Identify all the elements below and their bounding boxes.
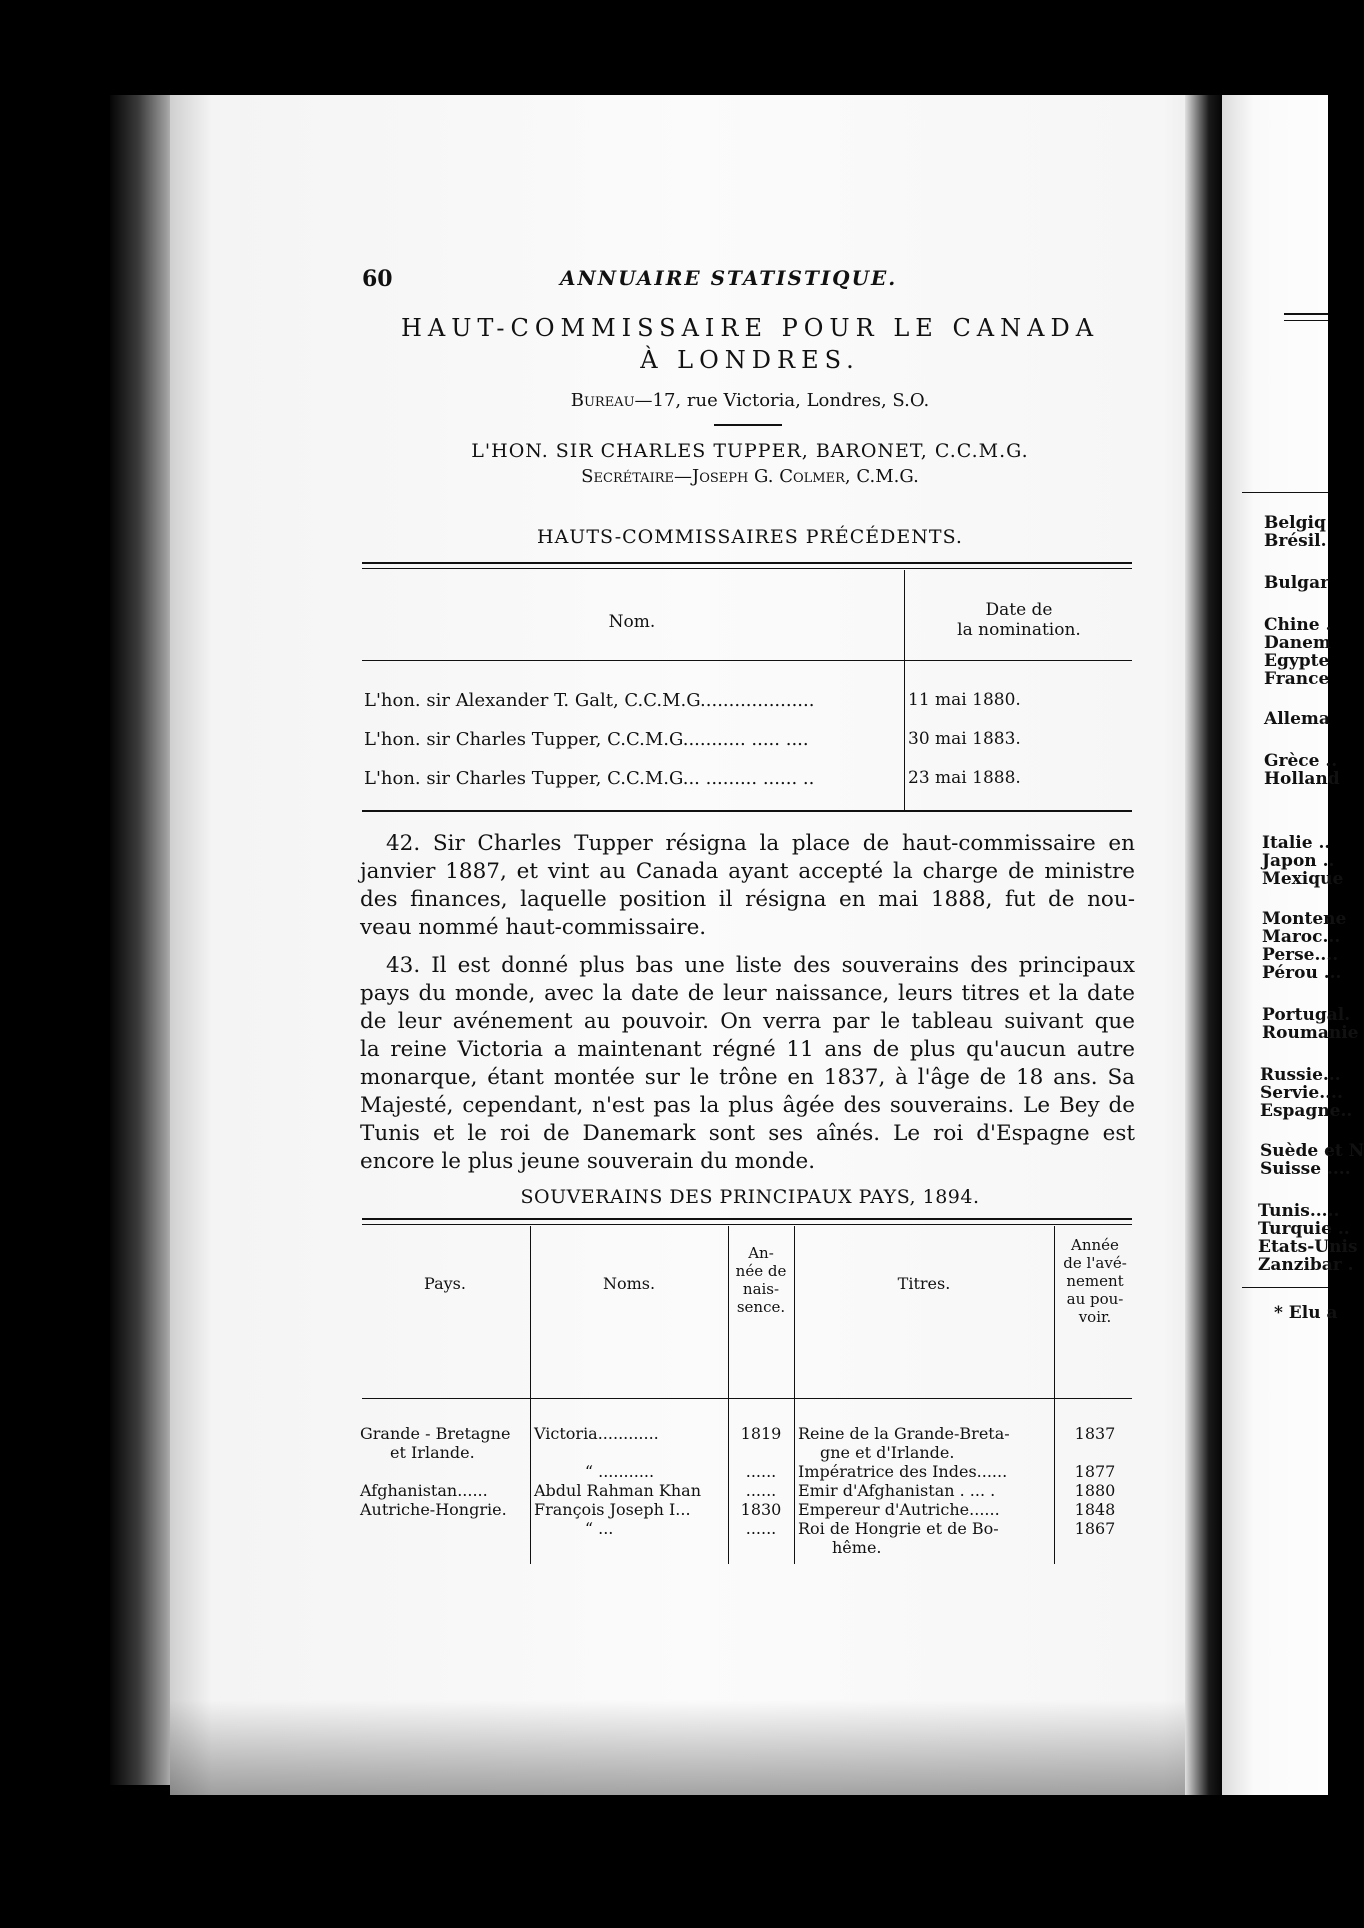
facing-line: Servie.... xyxy=(1260,1083,1343,1103)
p43-line: monarque, étant montée sur le trône en 1837, à l'âge de 18 ans. Sa xyxy=(360,1065,1135,1090)
table1-bottom-rule xyxy=(362,810,1132,812)
col-date-1: Date de xyxy=(985,600,1053,620)
prev-name: L'hon. sir Alexander T. Galt, C.C.M.G. xyxy=(364,690,706,711)
p42-line: janvier 1887, et vint au Canada ayant accepté la charge de ministre xyxy=(360,859,1135,884)
page-shadow xyxy=(170,1700,1215,1795)
office-address-text: —17, rue Victoria, Londres, S.O. xyxy=(634,390,930,411)
prev-name: L'hon. sir Charles Tupper, C.C.M.G. xyxy=(364,729,689,750)
facing-line: Roumanie xyxy=(1262,1023,1359,1043)
facing-line: Turquie .. xyxy=(1258,1219,1350,1239)
facing-line: Suède et N xyxy=(1260,1141,1364,1161)
leader-dots: .......... ..... .... xyxy=(688,729,809,750)
table2-col-divider xyxy=(794,1226,795,1564)
col-titres: Titres. xyxy=(897,1274,951,1293)
table2-col-divider xyxy=(1054,1226,1055,1564)
facing-page xyxy=(1222,95,1364,1795)
facing-line: Holland xyxy=(1264,769,1340,789)
col-avenement xyxy=(1056,1236,1134,1326)
sovereigns-heading: SOUVERAINS DES PRINCIPAUX PAYS, 1894. xyxy=(520,1186,980,1208)
titre-line: gne et d'Irlande. xyxy=(820,1443,955,1462)
facing-line: Italie .. xyxy=(1262,833,1331,853)
book-gutter xyxy=(1185,95,1225,1795)
titre-cell xyxy=(798,1424,1010,1462)
naissance-cell: ...... xyxy=(745,1462,777,1481)
p43-line: encore le plus jeune souverain du monde. xyxy=(360,1149,816,1174)
naissance-cell: 1819 xyxy=(740,1424,782,1443)
avenement-cell: 1867 xyxy=(1074,1519,1116,1538)
facing-line: Belgiq xyxy=(1264,513,1326,533)
facing-line: Zanzibar . xyxy=(1258,1255,1354,1275)
col-avenement-line: de l'avé- xyxy=(1063,1254,1127,1272)
p42-line: 42. Sir Charles Tupper résigna la place de haut-commissaire en xyxy=(386,831,1135,856)
col-avenement-line: nement xyxy=(1066,1272,1124,1290)
p43-line: 43. Il est donné plus bas une liste des souverains des principaux xyxy=(386,953,1135,978)
nom-cell: Abdul Rahman Khan xyxy=(534,1481,702,1500)
p43-line: Tunis et le roi de Danemark sont ses aînés. Le roi d'Espagne est xyxy=(360,1121,1135,1146)
col-avenement-line: Année xyxy=(1071,1236,1119,1254)
titre-line: Emir d'Afghanistan . ... . xyxy=(798,1481,996,1500)
facing-rule xyxy=(1242,1287,1328,1288)
p43-line: pays du monde, avec la date de leur naissance, leurs titres et la date xyxy=(360,981,1135,1006)
pays-cell: Grande - Bretagne xyxy=(360,1424,511,1443)
avenement-cell: 1877 xyxy=(1074,1462,1116,1481)
main-title-line1: HAUT-COMMISSAIRE POUR LE CANADA xyxy=(400,314,1100,342)
prev-name: L'hon. sir Charles Tupper, C.C.M.G.. xyxy=(364,768,695,789)
facing-line: Perse.... xyxy=(1262,945,1339,965)
secretary-name: —Joseph G. Colmer, C.M.G. xyxy=(673,466,919,487)
previous-heading: HAUTS-COMMISSAIRES PRÉCÉDENTS. xyxy=(537,526,963,548)
leader-dots: ................... xyxy=(705,690,815,711)
facing-line: Grèce .. xyxy=(1264,751,1338,771)
facing-line: Bulgar xyxy=(1264,573,1330,593)
facing-line: Danem xyxy=(1264,633,1331,653)
p43-line: Majesté, cependant, n'est pas la plus âgée des souverains. Le Bey de xyxy=(360,1093,1135,1118)
office-label: Bureau xyxy=(570,390,635,411)
col-noms: Noms. xyxy=(602,1274,656,1293)
paragraph-43 xyxy=(360,952,1135,1176)
pays-cell: Afghanistan...... xyxy=(360,1481,488,1500)
paragraph-42 xyxy=(360,830,1135,942)
nom-cell: François Joseph I... xyxy=(534,1500,691,1519)
facing-line: Mexique xyxy=(1262,869,1344,889)
avenement-cell: 1880 xyxy=(1074,1481,1116,1500)
titre-line: Roi de Hongrie et de Bo- xyxy=(798,1519,999,1538)
secretary xyxy=(360,466,1140,487)
naissance-cell: 1830 xyxy=(740,1500,782,1519)
facing-line: Brésil. xyxy=(1264,531,1327,551)
prev-date-3: 23 mai 1888. xyxy=(908,768,1021,788)
p42-line: veau nommé haut-commissaire. xyxy=(360,915,707,940)
titre-line: hême. xyxy=(832,1538,882,1557)
col-naissance-line: nais- xyxy=(742,1280,780,1298)
prev-row-2 xyxy=(364,729,809,750)
col-naissance-line: née de xyxy=(735,1262,787,1280)
titre-cell xyxy=(798,1519,999,1557)
p43-line: la reine Victoria a maintenant régné 11 ans de plus qu'aucun autre xyxy=(360,1037,1135,1062)
leader-dots: . ......... ...... .. xyxy=(694,768,815,789)
facing-line: * Elu a xyxy=(1274,1303,1338,1323)
avenement-cell: 1848 xyxy=(1074,1500,1116,1519)
table2-top-rule-2 xyxy=(362,1224,1132,1225)
facing-line: Pérou ... xyxy=(1262,963,1342,983)
table1-top-rule-2 xyxy=(362,568,1132,569)
prev-date-1: 11 mai 1880. xyxy=(908,690,1021,710)
nom-cell: “ ... xyxy=(534,1519,614,1538)
table2-head-rule xyxy=(362,1398,1132,1399)
col-naissance-line: sence. xyxy=(736,1298,786,1316)
col-date-2: la nomination. xyxy=(957,620,1081,640)
commissioner: L'HON. SIR CHARLES TUPPER, BARONET, C.C.M.G. xyxy=(471,440,1029,462)
facing-line: France xyxy=(1264,669,1330,689)
facing-line: Tunis..... xyxy=(1258,1201,1340,1221)
prev-row-3 xyxy=(364,768,814,789)
naissance-cell: ...... xyxy=(745,1481,777,1500)
main-title-line2: À LONDRES. xyxy=(640,346,860,374)
col-naissance xyxy=(730,1244,792,1316)
col-nom: Nom. xyxy=(608,612,656,632)
facing-line: Suisse .... xyxy=(1260,1159,1351,1179)
facing-line: Etats-Unis xyxy=(1258,1237,1358,1257)
prev-date-2: 30 mai 1883. xyxy=(908,729,1021,749)
col-avenement-line: voir. xyxy=(1078,1308,1112,1326)
titre-line: Empereur d'Autriche...... xyxy=(798,1500,1000,1519)
titre-line: Reine de la Grande-Breta- xyxy=(798,1424,1010,1443)
facing-line: Portugal. xyxy=(1262,1005,1351,1025)
facing-rule xyxy=(1284,320,1328,321)
facing-line: Allema xyxy=(1264,709,1330,729)
facing-line: Montene xyxy=(1262,909,1347,929)
p43-line: de leur avénement au pouvoir. On verra par le tableau suivant que xyxy=(360,1009,1135,1034)
p42-line: des finances, laquelle position il résigna en mai 1888, fut de nou- xyxy=(360,887,1135,912)
nom-cell: “ ........... xyxy=(534,1462,655,1481)
facing-line: Espagne.. xyxy=(1260,1101,1353,1121)
table2-col-divider xyxy=(530,1226,531,1564)
titre-line: Impératrice des Indes...... xyxy=(798,1462,1008,1481)
office-address xyxy=(360,390,1140,411)
facing-line: Japon .. xyxy=(1262,851,1335,871)
facing-line: Chine . xyxy=(1264,615,1332,635)
facing-line: Egypte xyxy=(1264,651,1330,671)
facing-line: Russie... xyxy=(1260,1065,1341,1085)
running-title: ANNUAIRE STATISTIQUE. xyxy=(560,266,898,290)
facing-rule xyxy=(1284,313,1328,315)
prev-row-1 xyxy=(364,690,814,711)
table1-head-rule xyxy=(362,660,1132,661)
pays-cell: Autriche-Hongrie. xyxy=(360,1500,507,1519)
facing-rule xyxy=(1242,492,1328,493)
col-pays: Pays. xyxy=(424,1274,466,1293)
table2-col-divider xyxy=(728,1226,729,1564)
secretary-label: Secrétaire xyxy=(581,466,674,487)
naissance-cell: ...... xyxy=(745,1519,777,1538)
short-rule xyxy=(714,424,782,426)
table1-col-divider xyxy=(904,570,905,810)
table2-top-rule xyxy=(362,1218,1132,1220)
page-number: 60 xyxy=(362,266,393,292)
col-avenement-line: au pou- xyxy=(1066,1290,1124,1308)
nom-cell: Victoria............ xyxy=(534,1424,659,1443)
table-row xyxy=(360,1424,510,1462)
pays-cell: et Irlande. xyxy=(390,1443,475,1462)
table1-top-rule xyxy=(362,562,1132,564)
avenement-cell: 1837 xyxy=(1074,1424,1116,1443)
col-naissance-line: An- xyxy=(748,1244,774,1262)
facing-line: Maroc... xyxy=(1262,927,1341,947)
